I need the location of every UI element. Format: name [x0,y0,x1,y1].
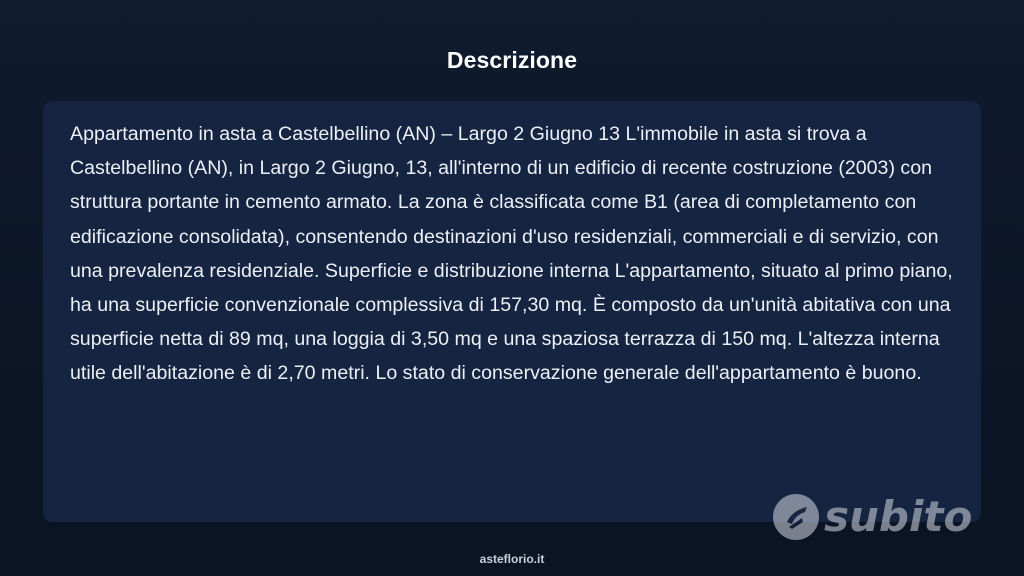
page-title: Descrizione [446,47,578,73]
description-card [43,101,981,522]
footer-site-label: asteflorio.it [479,552,545,566]
subito-watermark [772,491,982,543]
watermark-text: subito [824,492,973,541]
subito-logo-icon [772,491,982,543]
description-text: Appartamento in asta a Castelbellino (AN) – Largo 2 Giugno 13 L'immobile in asta si trova a Castelbellino (AN), in Largo 2 Giugno, 13, all'interno di un edificio di recente costruzione (2003) con struttura portante in cemento armato. La zona è classificata come B1 (area di completamento con edificazione consolidata), consentendo destinazioni d'uso residenziali, commerciali e di servizio, con una prevalenza residenziale. Superficie e distribuzione interna L'appartamento, situato al primo piano, ha una superficie convenzionale complessiva di 157,30 mq. È composto da un'unità abitativa con una superficie netta di 89 mq, una loggia di 3,50 mq e una spaziosa terrazza di 150 mq. L'altezza interna utile dell'abitazione è di 2,70 metri. Lo stato di conservazione generale dell'appartamento è buono. [70,123,953,385]
